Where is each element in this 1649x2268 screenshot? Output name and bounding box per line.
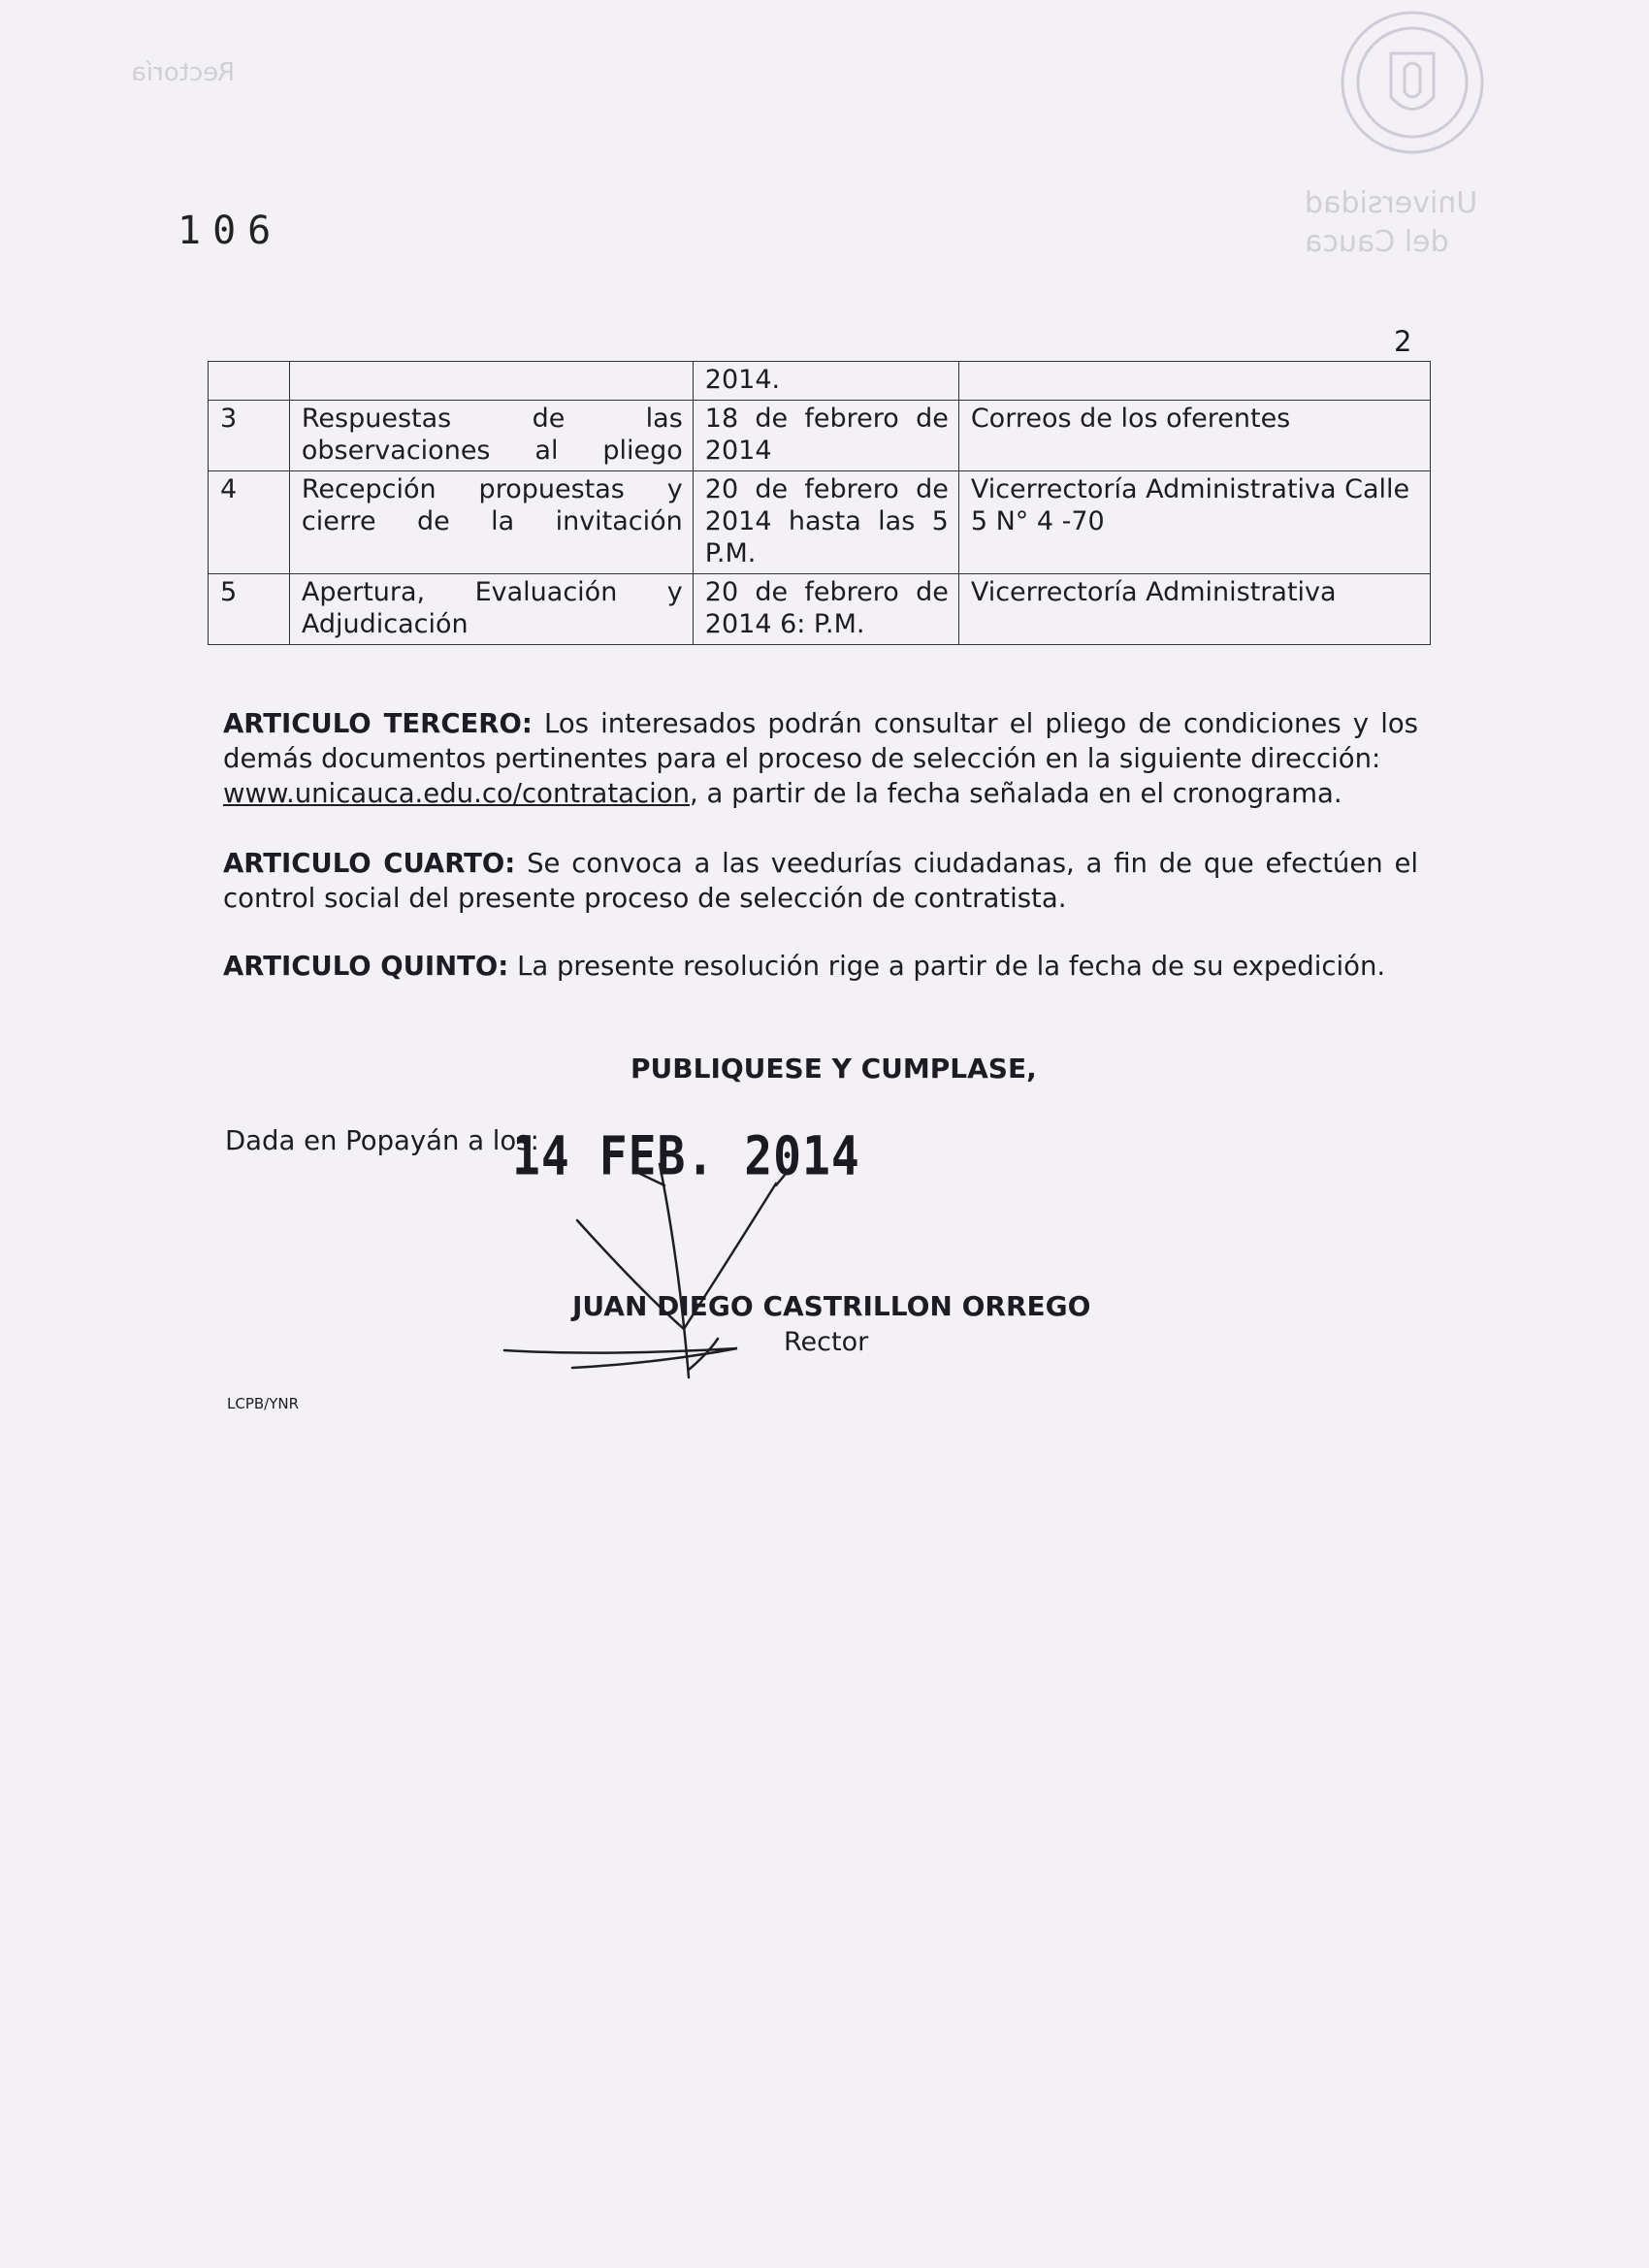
row-number: 4 (209, 471, 290, 574)
table-row (209, 362, 1431, 401)
row-number: 3 (209, 401, 290, 471)
page-number: 2 (1394, 325, 1412, 358)
table-row (209, 401, 1431, 471)
university-bleed-text (1305, 184, 1477, 262)
article-quinto-text: La presente resolución rige a partir de la fecha de su expedición. (517, 951, 1386, 982)
date-stamp: 14 FEB. 2014 (512, 1125, 860, 1188)
article-tercero-text: Los interesados podrán consultar el pliego de condiciones y los demás documentos pertinentes para el proceso de selección en la siguiente dirección: (223, 708, 1418, 774)
table-row (209, 471, 1431, 574)
dada-label: Dada en Popayán a los: (225, 1125, 539, 1156)
article-cuarto-title: ARTICULO CUARTO: (223, 848, 516, 879)
article-quinto (223, 949, 1418, 984)
row-activity: Apertura, Evaluación y Adjudicación (289, 574, 693, 645)
row-date: 18 de febrero de 2014 (693, 401, 958, 471)
article-tercero (223, 706, 1418, 811)
university-bleed-line1: Universidad (1305, 186, 1478, 220)
signer-name: JUAN DIEGO CASTRILLON ORREGO (572, 1290, 1091, 1322)
publiquese-heading: PUBLIQUESE Y CUMPLASE, (630, 1053, 1037, 1085)
article-cuarto (223, 846, 1418, 916)
row-place: Correos de los oferentes (958, 401, 1430, 471)
article-tercero-tail: , a partir de la fecha señalada en el cronograma. (690, 778, 1342, 809)
row-activity: Recepción propuestas y cierre de la invitación (289, 471, 693, 574)
resolution-number: 106 (178, 209, 283, 253)
initials: LCPB/YNR (227, 1395, 300, 1412)
article-quinto-title: ARTICULO QUINTO: (223, 951, 509, 982)
row-number (209, 362, 290, 401)
row-place: Vicerrectoría Administrativa Calle 5 N° 4 -70 (958, 471, 1430, 574)
article-tercero-title: ARTICULO TERCERO: (223, 708, 533, 739)
row-activity (289, 362, 693, 401)
schedule-table (208, 361, 1431, 645)
university-bleed-line2: del Cauca (1305, 225, 1449, 259)
row-date: 20 de febrero de 2014 hasta las 5 P.M. (693, 471, 958, 574)
row-number: 5 (209, 574, 290, 645)
signer-role: Rector (784, 1327, 869, 1357)
row-date: 2014. (693, 362, 958, 401)
article-cuarto-text: Se convoca a las veedurías ciudadanas, a fin de que efectúen el control social del presente proceso de selección de contratista. (223, 848, 1419, 914)
rectoria-bleed-text: Rectoría (131, 58, 236, 87)
row-place: Vicerrectoría Administrativa (958, 574, 1430, 645)
contratacion-link[interactable]: www.unicauca.edu.co/contratacion (223, 778, 691, 809)
university-crest-bleed (1315, 0, 1509, 184)
table-row (209, 574, 1431, 645)
row-date: 20 de febrero de 2014 6: P.M. (693, 574, 958, 645)
row-activity: Respuestas de las observaciones al pliego (289, 401, 693, 471)
row-place (958, 362, 1430, 401)
handwritten-signature (485, 1145, 892, 1397)
